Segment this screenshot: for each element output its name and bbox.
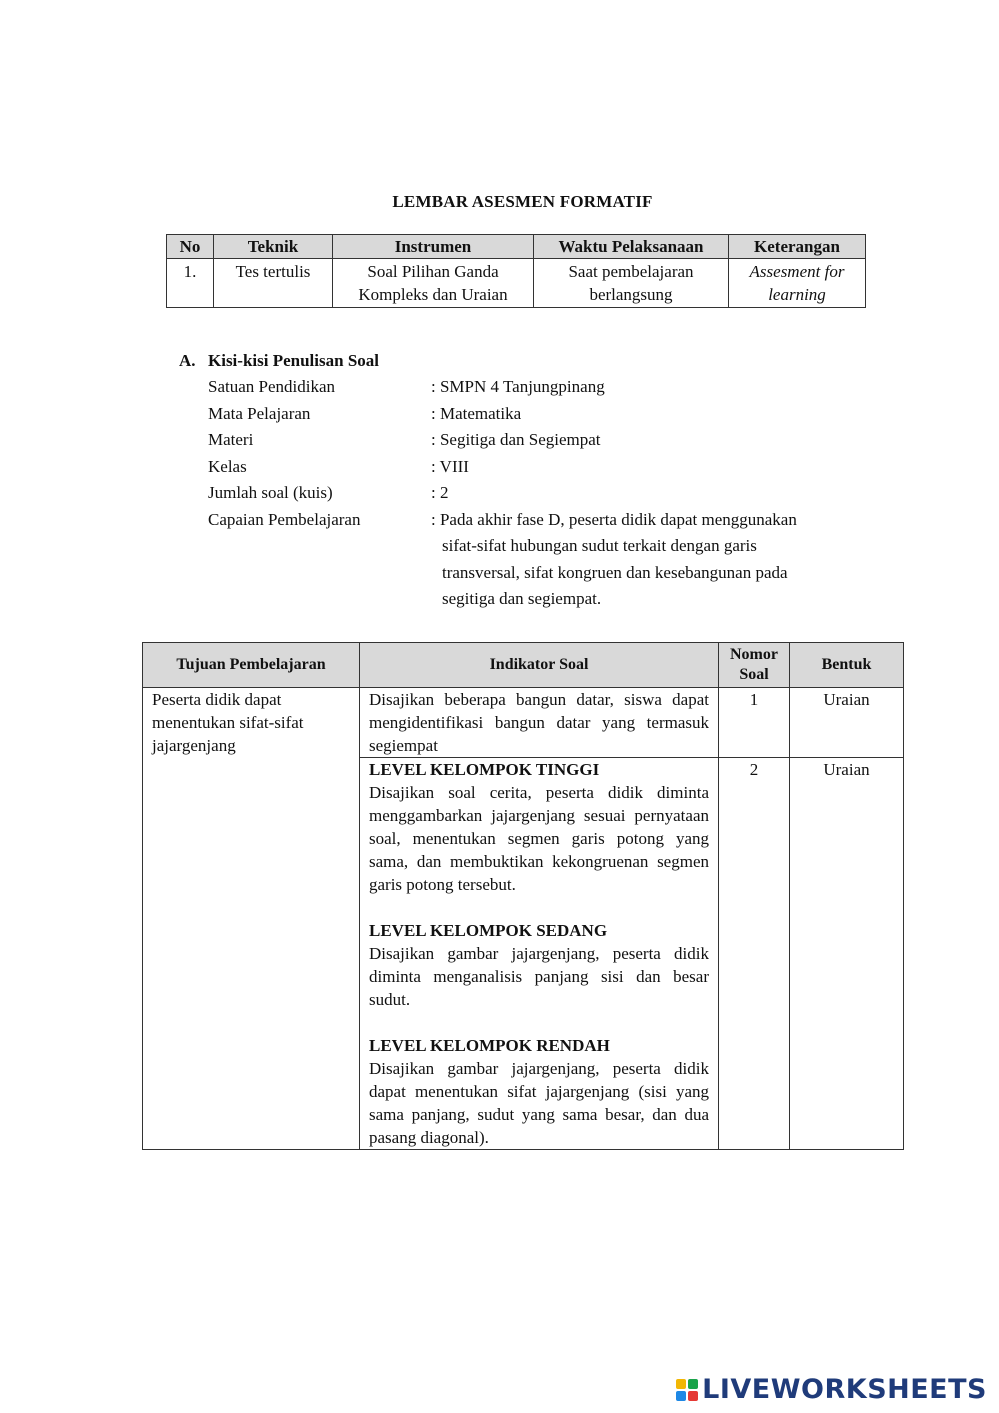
level-text-rendah: Disajikan gambar jajargenjang, peserta didik dapat menentukan sifat jajargenjang (sisi yang sama panjang, sudut yang sama besar, dan dua pasang diagonal). [369,1059,709,1147]
cell-waktu [534,259,729,308]
spacer [369,1011,709,1034]
header-no: No [167,235,214,259]
header-keterangan: Keterangan [729,235,866,259]
info-label: Capaian Pembelajaran [208,509,361,529]
info-value: : Segitiga dan Segiempat [431,430,601,449]
cell-indikator-levels [360,758,719,1150]
cell-instrumen [333,259,534,308]
info-row-capaian [179,507,899,613]
indicator-table-header [143,643,904,688]
header-teknik: Teknik [214,235,333,259]
info-label: Materi [208,430,254,449]
info-value: : Matematika [431,403,522,423]
info-label: Jumlah soal (kuis) [208,483,333,502]
info-value: : 2 [431,483,449,502]
table-row [167,259,866,308]
cell-bentuk: Uraian [790,758,904,1150]
logo-square [688,1379,698,1389]
assessment-table [166,234,866,308]
info-label: Satuan Pendidikan [208,377,336,396]
header-waktu: Waktu Pelaksanaan [534,235,729,259]
table-row [143,688,904,758]
logo-square [688,1391,698,1401]
info-row-materi [179,427,899,454]
capaian-line: sifat-sifat hubungan sudut terkait dengan garis [442,536,757,555]
header-instrumen: Instrumen [333,235,534,259]
cell-no: 1. [167,259,214,308]
header-bentuk: Bentuk [790,643,904,688]
cell-tujuan: Peserta didik dapat menentukan sifat-sifat jajargenjang [143,688,360,1150]
cell-indikator: Disajikan beberapa bangun datar, siswa dapat mengidentifikasi bangun datar yang termasuk segiempat [360,688,719,758]
info-row-satuan [179,374,899,401]
section-heading-text: Kisi-kisi Penulisan Soal [208,351,379,370]
cell-nomor: 1 [719,688,790,758]
logo-square [676,1379,686,1389]
info-value-capaian [431,507,871,613]
section-letter: A. [179,351,196,370]
info-label: Mata Pelajaran [208,403,311,423]
header-tujuan: Tujuan Pembelajaran [143,643,360,688]
info-row-kelas [179,454,899,481]
logo-text: LIVEWORKSHEETS [702,1374,987,1405]
info-row-jumlah [179,480,899,507]
capaian-line: transversal, sifat kongruen dan kesebangunan pada [442,562,788,582]
logo-icon [676,1379,698,1401]
cell-teknik: Tes tertulis [214,259,333,308]
header-nomor-line: Soal [739,666,769,683]
info-value: : VIII [431,456,469,476]
header-nomor [719,643,790,688]
cell-keterangan-line: Assesment for [749,262,845,281]
section-kisi-kisi [179,348,899,613]
cell-waktu-line: Saat pembelajaran [568,262,694,281]
cell-waktu-line: berlangsung [589,285,673,304]
header-nomor-line: Nomor [730,646,778,663]
logo-square [676,1391,686,1401]
info-value: : SMPN 4 Tanjungpinang [431,377,605,396]
level-title-sedang: LEVEL KELOMPOK SEDANG [369,921,608,940]
indicator-table [142,642,904,1150]
header-indikator: Indikator Soal [360,643,719,688]
capaian-line: segitiga dan segiempat. [442,589,602,608]
page-title: LEMBAR ASESMEN FORMATIF [392,192,653,211]
section-heading [179,348,899,374]
liveworksheets-logo [676,1374,987,1405]
capaian-line: : Pada akhir fase D, peserta didik dapat menggunakan [431,509,797,529]
info-row-mapel [179,401,899,428]
level-text-tinggi: Disajikan soal cerita, peserta didik diminta menggambarkan jajargenjang sesuai pernyataan soal, menentukan segmen garis potong yang sama, dan membuktikan kekongruenan segmen garis potong tersebut. [369,783,709,894]
level-title-rendah: LEVEL KELOMPOK RENDAH [369,1036,610,1055]
level-text-sedang: Disajikan gambar jajargenjang, peserta didik diminta menganalisis panjang sisi dan besar sudut. [369,944,709,1009]
cell-keterangan-line: learning [768,285,826,304]
assessment-table-header [167,235,866,259]
level-title-tinggi: LEVEL KELOMPOK TINGGI [369,760,600,779]
cell-instrumen-line: Kompleks dan Uraian [358,285,508,304]
spacer [369,896,709,919]
cell-keterangan [729,259,866,308]
cell-bentuk: Uraian [790,688,904,758]
cell-instrumen-line: Soal Pilihan Ganda [367,262,499,281]
cell-nomor: 2 [719,758,790,1150]
info-label: Kelas [208,456,247,476]
